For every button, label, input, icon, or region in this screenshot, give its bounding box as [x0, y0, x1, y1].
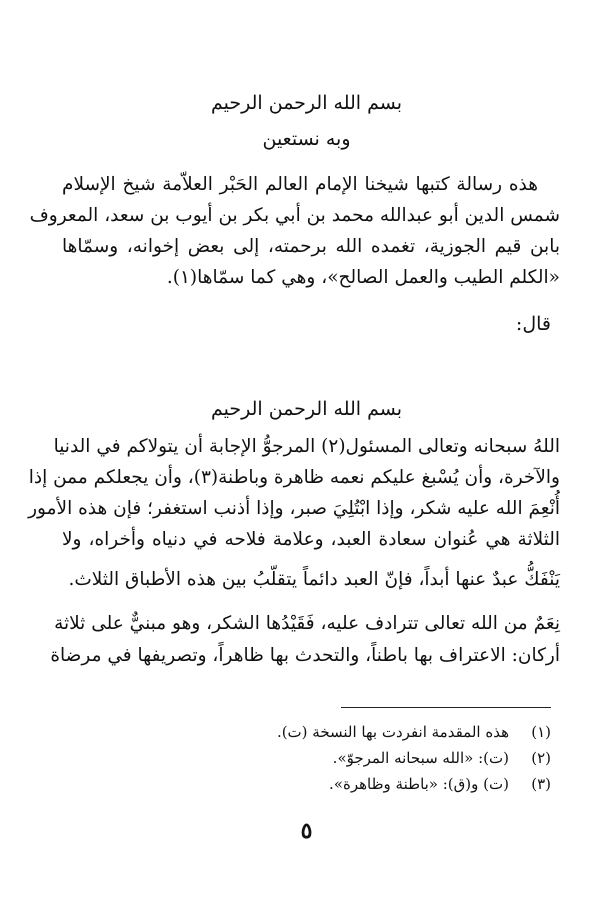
footnote-number: (٢): [531, 749, 551, 767]
intro-line: بابن قيم الجوزية، تغمده الله برحمته، إلى بعض إخوانه، وسمّاها: [62, 236, 560, 257]
qal-label: قال:: [515, 313, 551, 335]
basmala-heading-2: بسم الله الرحمن الرحيم: [211, 398, 402, 420]
intro-line: هذه رسالة كتبها شيخنا الإمام العالم الحَبْر العلاّمة شيخ الإسلام: [62, 174, 538, 195]
basmala-heading: بسم الله الرحمن الرحيم: [211, 92, 402, 114]
body-line: اللهُ سبحانه وتعالى المسئول(٢) المرجوُّ الإجابة أن يتولاكم في الدنيا: [53, 436, 560, 457]
invocation-heading: وبه نستعين: [262, 128, 351, 150]
footnote: [277, 721, 551, 743]
body-line: أُنْعِمَ الله عليه شكر، وإذا ابْتُلِيَ صبر، وإذا أذنب استغفر؛ فإن هذه الأمور: [28, 498, 560, 519]
footnote: [333, 747, 551, 769]
paragraph-line: أركان: الاعتراف بها باطناً، والتحدث بها ظاهراً، وتصريفها في مرضاة: [50, 645, 560, 666]
footnote: [329, 773, 551, 795]
intro-line: «الكلم الطيب والعمل الصالح»، وهي كما سمّاها(١).: [166, 267, 560, 288]
intro-line: شمس الدين أبو عبدالله محمد بن أبي بكر بن أيوب بن سعد، المعروف: [29, 205, 560, 226]
page-number: ٥: [300, 818, 313, 844]
body-line: يَنْفَكُّ عبدٌ عنها أبداً، فإنّ العبد دائماً يتقلّبُ بين هذه الأطباق الثلاث.: [68, 569, 560, 590]
footnote-number: (١): [531, 723, 551, 741]
footnote-text: (ت): «الله سبحانه المرجوّ».: [332, 749, 509, 767]
footnote-text: (ت) و(ق): «باطنة وظاهرة».: [329, 775, 509, 793]
footnote-text: هذه المقدمة انفردت بها النسخة (ت).: [276, 723, 509, 741]
footnote-separator: [341, 707, 551, 708]
body-line: الثلاثة هي عُنوان سعادة العبد، وعلامة فلاحه في دنياه وأخراه، ولا: [62, 529, 560, 550]
paragraph-line: نِعَمٌ من الله تعالى تترادف عليه، فَقَيْدُها الشكر، وهو مبنيٌّ على ثلاثة: [54, 613, 560, 634]
body-line: والآخرة، وأن يُسْبغ عليكم نعمه ظاهرة وباطنة(٣)، وأن يجعلكم ممن إذا: [28, 467, 560, 488]
footnote-number: (٣): [531, 775, 551, 793]
